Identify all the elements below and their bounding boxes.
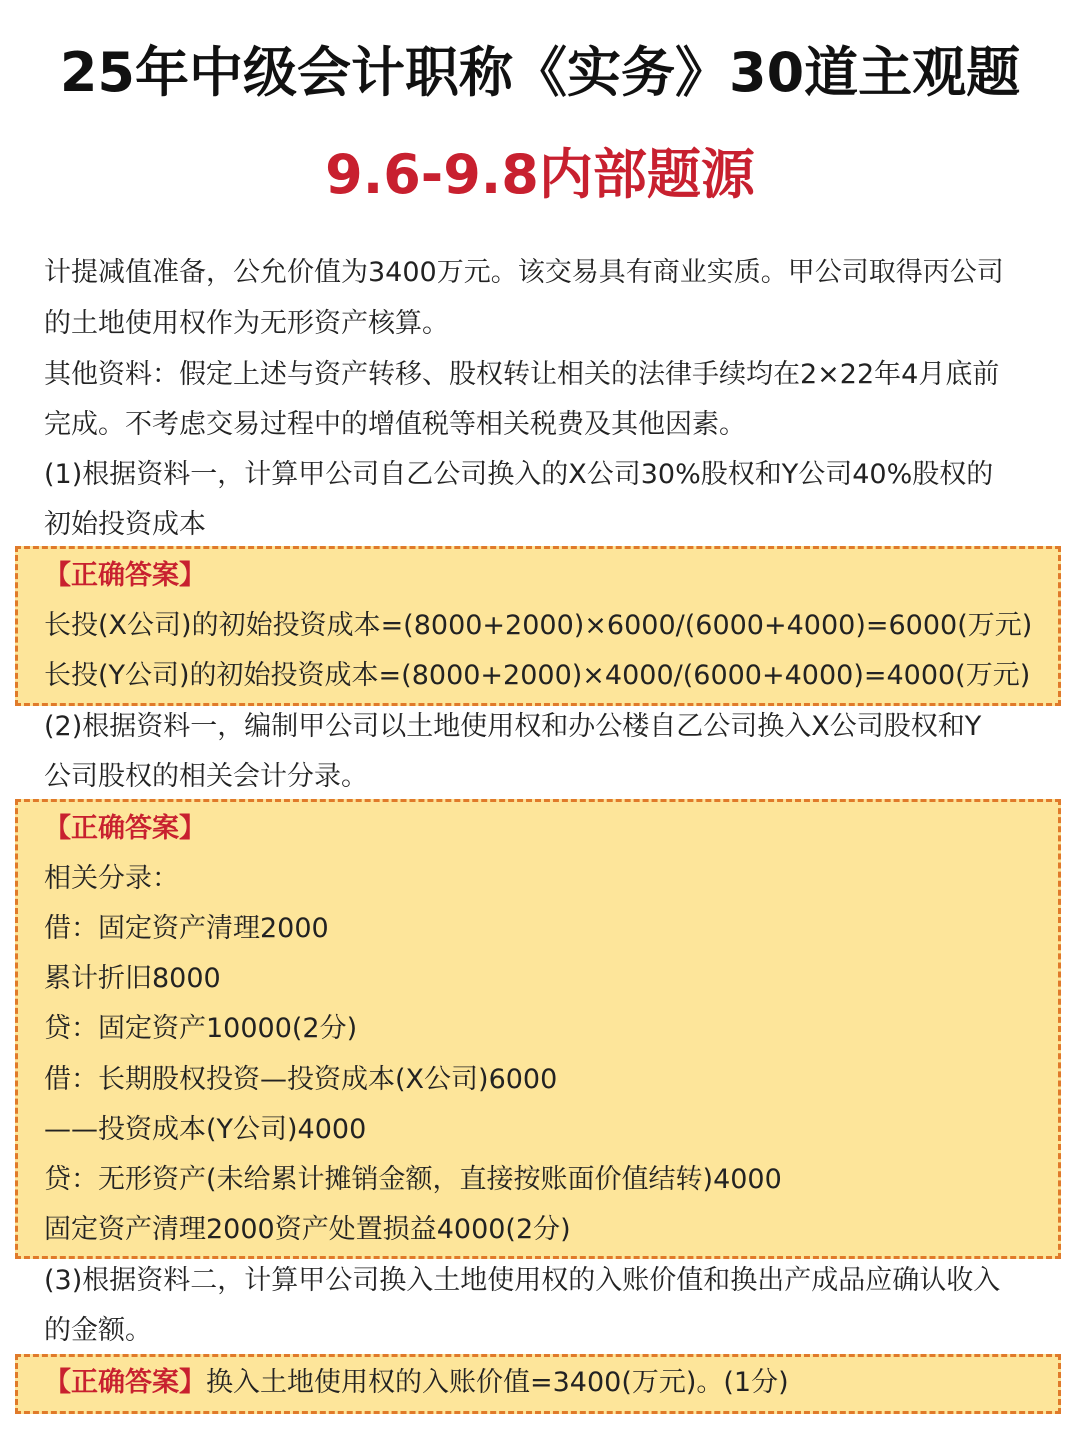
answer-line: 长投(Y公司)的初始投资成本=(8000+2000)×4000/(6000+4000)=4000(万元) bbox=[44, 660, 1031, 691]
intro-line: 计提减值准备，公允价值为3400万元。该交易具有商业实质。甲公司取得丙公司 bbox=[44, 257, 1004, 288]
page-title: 25年中级会计职称《实务》30道主观题 bbox=[59, 41, 1021, 104]
question-3-line: (3)根据资料二，计算甲公司换入土地使用权的入账价值和换出产成品应确认收入 bbox=[44, 1265, 1001, 1296]
question-2-line: (2)根据资料一，编制甲公司以土地使用权和办公楼自乙公司换入X公司股权和Y bbox=[44, 711, 982, 742]
question-1-line: 初始投资成本 bbox=[44, 509, 206, 540]
answer-label: 【正确答案】 bbox=[44, 813, 206, 844]
answer-line: 累计折旧8000 bbox=[44, 963, 221, 994]
answer-line: ——投资成本(Y公司)4000 bbox=[44, 1114, 367, 1145]
question-1-line: (1)根据资料一，计算甲公司自乙公司换入的X公司30%股权和Y公司40%股权的 bbox=[44, 459, 994, 490]
answer-line: 固定资产清理2000资产处置损益4000(2分) bbox=[44, 1214, 571, 1245]
answer-inline-row bbox=[44, 1358, 1044, 1408]
answer-text: 换入土地使用权的入账价值=3400(万元)。(1分) bbox=[206, 1367, 789, 1398]
answer-line: 借：长期股权投资—投资成本(X公司)6000 bbox=[44, 1064, 558, 1095]
answer-line: 相关分录： bbox=[44, 863, 179, 894]
answer-label: 【正确答案】 bbox=[44, 560, 206, 591]
page-subtitle: 9.6-9.8内部题源 bbox=[325, 143, 755, 206]
intro-line: 其他资料：假定上述与资产转移、股权转让相关的法律手续均在2×22年4月底前 bbox=[44, 359, 1000, 390]
question-2-line: 公司股权的相关会计分录。 bbox=[44, 761, 368, 792]
intro-line: 的土地使用权作为无形资产核算。 bbox=[44, 308, 449, 339]
answer-label: 【正确答案】 bbox=[44, 1367, 206, 1398]
answer-line: 贷：无形资产(未给累计摊销金额，直接按账面价值结转)4000 bbox=[44, 1164, 782, 1195]
answer-line: 借：固定资产清理2000 bbox=[44, 913, 329, 944]
intro-line: 完成。不考虑交易过程中的增值税等相关税费及其他因素。 bbox=[44, 409, 746, 440]
question-3-line: 的金额。 bbox=[44, 1315, 152, 1346]
answer-line: 贷：固定资产10000(2分) bbox=[44, 1013, 358, 1044]
answer-line: 长投(X公司)的初始投资成本=(8000+2000)×6000/(6000+4000)=6000(万元) bbox=[44, 610, 1033, 641]
